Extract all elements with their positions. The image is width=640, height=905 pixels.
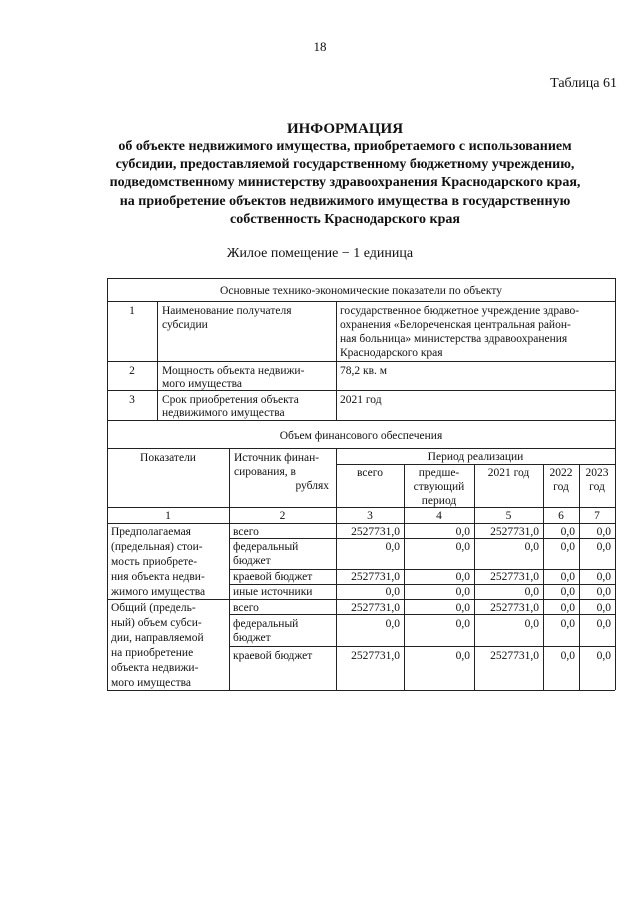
table-rule [107, 690, 615, 691]
row-label-line: Срок приобретения объекта [162, 394, 299, 406]
group2-label-line: Общий (предель- [111, 602, 196, 614]
group2-label-line: мого имущества [111, 677, 192, 689]
value-prior: 0,0 [455, 602, 470, 614]
table-rule [107, 448, 615, 449]
table-rule [107, 278, 615, 279]
value-total: 0,0 [385, 586, 400, 598]
value-prior: 0,0 [455, 586, 470, 598]
value-total: 2527731,0 [351, 650, 400, 662]
source-label: краевой бюджет [233, 650, 313, 662]
document-title: ИНФОРМАЦИЯ [286, 121, 404, 137]
section2-header: Объем финансового обеспечения [279, 430, 443, 442]
value-2021: 2527731,0 [490, 571, 539, 583]
row-label-line: Мощность объекта недвижи- [162, 365, 305, 377]
value-2023: 0,0 [596, 586, 611, 598]
source-label: всего [233, 602, 259, 614]
row-value-line: государственное бюджетное учреждение здраво- [340, 305, 580, 317]
row-number: 3 [129, 394, 135, 406]
group1-label-line: Предполагаемая [111, 526, 191, 538]
group2-label-line: дии, направляемой [111, 632, 204, 644]
value-2021: 0,0 [524, 586, 539, 598]
value-prior: 0,0 [455, 541, 470, 553]
column-number: 7 [594, 510, 600, 522]
row-value-line: ная больница» министерства здравоохранения [340, 333, 568, 345]
row-number: 2 [129, 365, 135, 377]
table-rule [107, 599, 615, 600]
row-value-line: охранения «Белореченская центральная район- [340, 319, 571, 331]
column-number: 1 [165, 510, 171, 522]
col-header-source-line: сирования, в [234, 466, 296, 478]
value-total: 2527731,0 [351, 571, 400, 583]
value-2022: 0,0 [560, 571, 575, 583]
value-total: 2527731,0 [351, 526, 400, 538]
value-2023: 0,0 [596, 541, 611, 553]
source-label: федеральный [233, 541, 299, 553]
page-number: 18 [313, 39, 327, 54]
group1-label-line: ния объекта недви- [111, 571, 205, 583]
col-header-indicators: Показатели [140, 452, 196, 464]
source-label: иные источники [233, 586, 313, 598]
value-prior: 0,0 [455, 618, 470, 630]
table-reference: Таблица 61 [550, 76, 617, 91]
group2-label-line: ный) объем субси- [111, 617, 202, 629]
col-header-prior-line: предше- [418, 467, 460, 479]
table-rule [336, 301, 337, 420]
row-label-line: мого имущества [162, 378, 243, 390]
source-label: бюджет [233, 555, 271, 567]
value-2021: 0,0 [524, 541, 539, 553]
row-label-line: недвижимого имущества [162, 407, 285, 419]
source-label: всего [233, 526, 259, 538]
subtitle-line: субсидии, предоставляемой государственному бюджетному учреждению, [115, 157, 575, 172]
col-header-2022-line: 2022 [549, 467, 573, 479]
value-2022: 0,0 [560, 602, 575, 614]
group1-label-line: жимого имущества [111, 586, 206, 598]
value-2021: 2527731,0 [490, 650, 539, 662]
col-header-source-line: Источник финан- [234, 452, 320, 464]
value-2022: 0,0 [560, 586, 575, 598]
col-header-2023-line: год [589, 481, 605, 493]
value-2022: 0,0 [560, 618, 575, 630]
value-2022: 0,0 [560, 541, 575, 553]
col-header-2022-line: год [553, 481, 569, 493]
col-header-total: всего [357, 467, 383, 479]
col-header-2023-line: 2023 [585, 467, 609, 479]
section1-header: Основные технико-экономические показатели по объекту [220, 285, 502, 297]
col-header-source-line: рублях [295, 480, 329, 492]
subtitle-line: об объекте недвижимого имущества, приобретаемого с использованием [118, 139, 572, 154]
object-description: Жилое помещение − 1 единица [226, 246, 414, 261]
source-label: бюджет [233, 632, 271, 644]
source-label: федеральный [233, 618, 299, 630]
table-rule [107, 420, 615, 421]
table-rule [229, 448, 230, 690]
table-rule [107, 301, 615, 302]
row-label-line: Наименование получателя [162, 305, 292, 317]
value-2023: 0,0 [596, 650, 611, 662]
col-header-prior-line: ствующий [413, 481, 465, 493]
value-2023: 0,0 [596, 526, 611, 538]
value-2021: 2527731,0 [490, 526, 539, 538]
value-total: 2527731,0 [351, 602, 400, 614]
group2-label-line: на приобретение [111, 647, 194, 659]
col-header-2021: 2021 год [487, 467, 530, 479]
value-2021: 0,0 [524, 618, 539, 630]
row-value-line: Краснодарского края [340, 347, 443, 359]
subtitle-line: на приобретение объектов недвижимого имущества в государственную [119, 194, 571, 209]
value-2023: 0,0 [596, 618, 611, 630]
column-number: 2 [279, 510, 286, 522]
column-number: 6 [558, 510, 564, 522]
source-label: краевой бюджет [233, 571, 313, 583]
value-2021: 2527731,0 [490, 602, 539, 614]
row-number: 1 [129, 305, 135, 317]
value-2023: 0,0 [596, 602, 611, 614]
group1-label-line: (предельная) стои- [111, 541, 203, 553]
value-prior: 0,0 [455, 650, 470, 662]
value-2022: 0,0 [560, 526, 575, 538]
row-label-line: субсидии [162, 319, 208, 331]
value-2023: 0,0 [596, 571, 611, 583]
subtitle-line: подведомственному министерству здравоохранения Краснодарского края, [109, 175, 581, 190]
column-number: 5 [505, 510, 512, 522]
table-rule [107, 523, 615, 524]
table-rule [107, 361, 615, 362]
row-value-line: 2021 год [340, 394, 382, 406]
value-total: 0,0 [385, 541, 400, 553]
value-2022: 0,0 [560, 650, 575, 662]
group2-label-line: объекта недвижи- [111, 662, 199, 674]
subtitle-line: собственность Краснодарского края [230, 212, 460, 227]
value-prior: 0,0 [455, 571, 470, 583]
table-rule [336, 464, 615, 465]
period-header: Период реализации [427, 451, 524, 463]
table-rule [615, 278, 616, 690]
table-rule [157, 301, 158, 420]
col-header-prior-line: период [421, 495, 457, 507]
table-rule [107, 507, 615, 508]
group1-label-line: мость приобрете- [111, 556, 198, 568]
value-prior: 0,0 [455, 526, 470, 538]
table-rule [107, 278, 108, 690]
column-number: 4 [436, 510, 442, 522]
value-total: 0,0 [385, 618, 400, 630]
row-value-line: 78,2 кв. м [340, 365, 388, 377]
column-number: 3 [367, 510, 373, 522]
table-rule [229, 646, 615, 647]
